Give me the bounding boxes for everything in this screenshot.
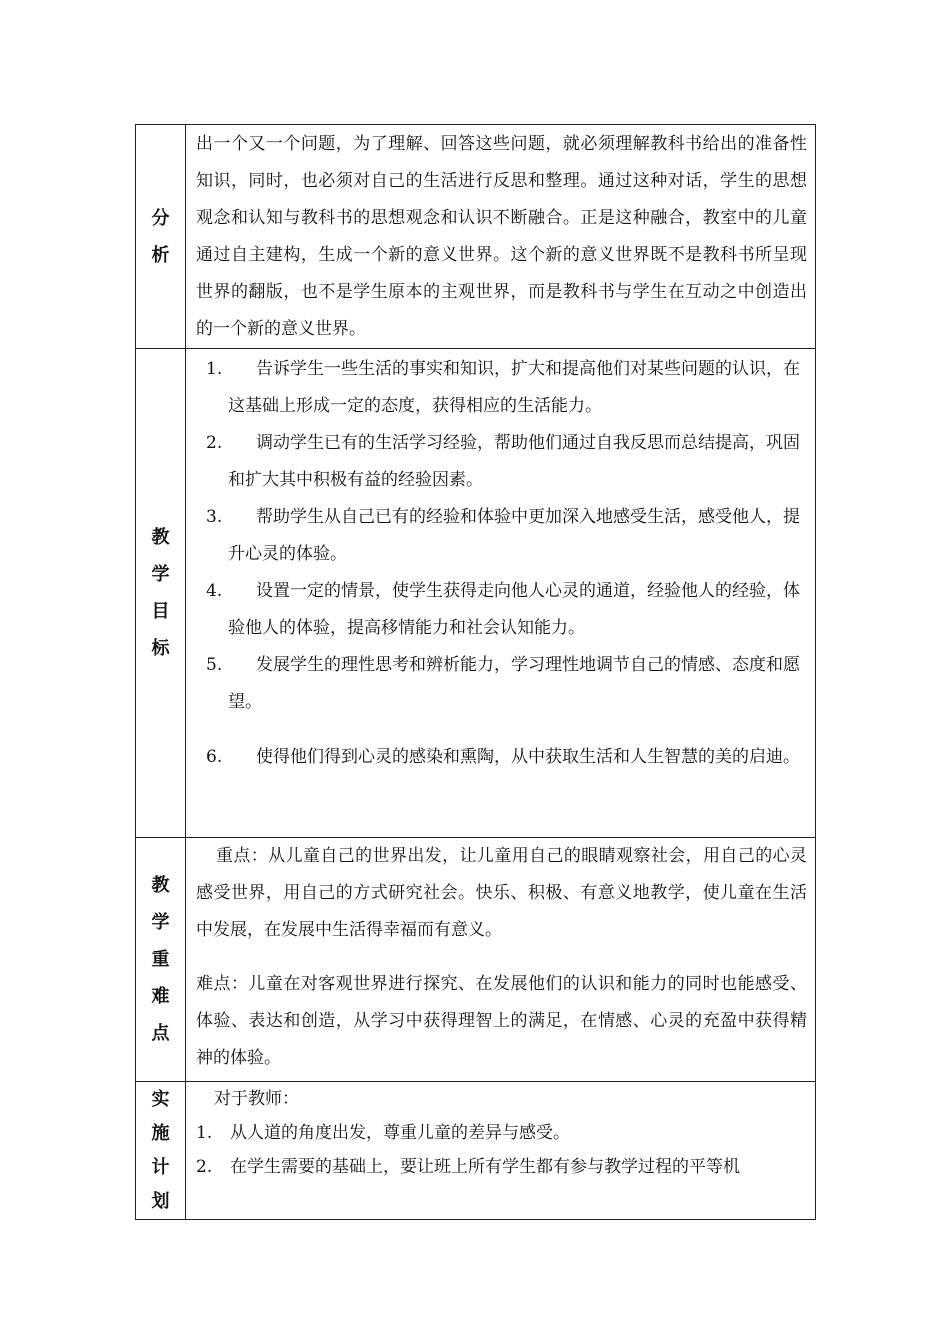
content-implementation (186, 1082, 816, 1220)
goal-item-6: 6. 使得他们得到心灵的感染和熏陶，从中获取生活和人生智慧的美的启迪。 (206, 747, 800, 767)
content-goals (186, 349, 816, 838)
implementation-item-1: 1. 从人道的角度出发，尊重儿童的差异与感受。 (196, 1123, 570, 1143)
implementation-intro: 对于教师： (214, 1089, 299, 1109)
row-key-points (136, 838, 816, 1082)
goal-item-1: 1. 告诉学生一些生活的事实和知识，扩大和提高他们对某些问题的认识，在这基础上形成一定的态度，获得相应的生活能力。 (206, 359, 800, 416)
goal-item-4: 4. 设置一定的情景，使学生获得走向他人心灵的通道，经验他人的经验，体验他人的体验，提高移情能力和社会认知能力。 (206, 581, 800, 638)
lesson-plan-table (135, 124, 816, 1220)
label-key-points: 教 学 重 难 点 (136, 838, 186, 1082)
key-point-paragraph: 重点：从儿童自己的世界出发，让儿童用自己的眼睛观察社会，用自己的心灵感受世界，用自己的方式研究社会。快乐、积极、有意义地教学，使儿童在生活中发展，在发展中生活得幸福而有意义。 (196, 846, 807, 940)
goal-item-2: 2. 调动学生已有的生活学习经验，帮助他们通过自我反思而总结提高，巩固和扩大其中积极有益的经验因素。 (206, 433, 800, 490)
label-implementation: 实 施 计 划 (136, 1082, 186, 1220)
label-goals: 教 学 目 标 (136, 349, 186, 838)
goal-item-3: 3. 帮助学生从自己已有的经验和体验中更加深入地感受生活，感受他人，提升心灵的体验。 (206, 507, 800, 564)
content-analysis (186, 125, 816, 349)
implementation-item-2: 2. 在学生需要的基础上，要让班上所有学生都有参与教学过程的平等机 (196, 1157, 740, 1177)
row-analysis (136, 125, 816, 349)
goal-item-5: 5. 发展学生的理性思考和辨析能力，学习理性地调节自己的情感、态度和愿望。 (206, 655, 800, 712)
content-key-points (186, 838, 816, 1082)
row-implementation (136, 1082, 816, 1220)
label-analysis: 分 析 (136, 125, 186, 349)
analysis-paragraph: 出一个又一个问题，为了理解、回答这些问题，就必须理解教科书给出的准备性知识，同时，也必须对自己的生活进行反思和整理。通过这种对话，学生的思想观念和认知与教科书的思想观念和认识不断融合。正是这种融合，教室中的儿童通过自主建构，生成一个新的意义世界。这个新的意义世界既不是教科书所呈现世界的翻版，也不是学生原本的主观世界，而是教科书与学生在互动之中创造出的一个新的意义世界。 (196, 134, 807, 339)
row-goals (136, 349, 816, 838)
difficult-point-paragraph: 难点：儿童在对客观世界进行探究、在发展他们的认识和能力的同时也能感受、体验、表达和创造，从学习中获得理智上的满足，在情感、心灵的充盈中获得精神的体验。 (196, 974, 807, 1068)
